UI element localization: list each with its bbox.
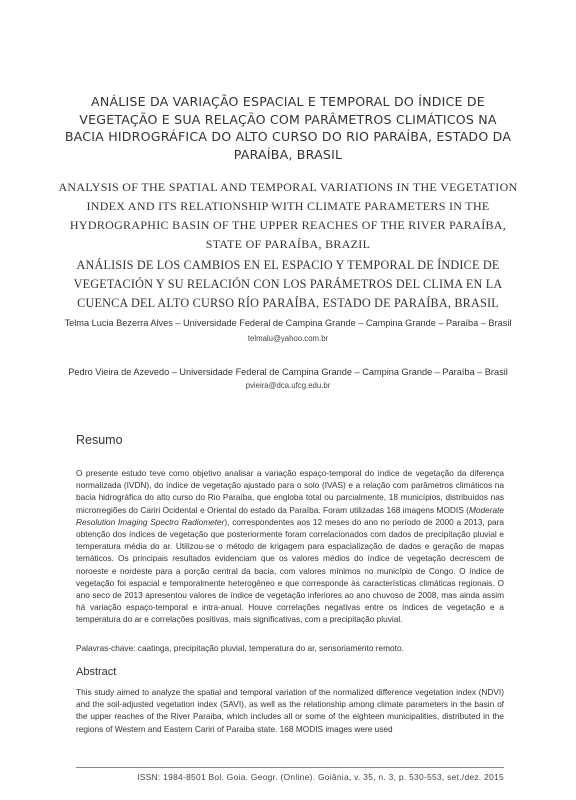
resumo-keywords: Palavras-chave: caatinga, precipitação pluvial, temperatura do ar, sensoriamento remoto. (76, 643, 404, 653)
resumo-paragraph (76, 467, 504, 626)
resumo-modis-expansion: Moderate Resolution Imaging Spectro Radiometer (76, 504, 504, 527)
title-spanish: ANÁLISIS DE LOS CAMBIOS EN EL ESPACIO Y TEMPORAL DE ÍNDICE DE VEGETACIÓN Y SU RELACIÓN CON LOS PARÁMETROS DEL CLIMA EN LA CUENCA DEL ALTO CURSO RÍO PARAÍBA, ESTADO DE PARAÍBA, BRASIL (73, 258, 503, 310)
resumo-heading: Resumo (76, 433, 123, 447)
resumo-text-part-1: O presente estudo teve como objetivo analisar a variação espaço-temporal do índice de vegetação da diferença normalizada (IVDN), do índice de vegetação ajustado para o solo (IVAS) e a relação com parâmetros climáticos na bacia hidrográfica do alto curso do Rio Paraíba, que engloba total ou parcialmente, 18 municípios, distribuídos nas microrregiões do Cariri Ocidental e Oriental do estado da Paraíba. Foram utilizadas 168 imagens MODIS ( (76, 468, 504, 515)
abstract-heading: Abstract (76, 666, 117, 678)
author-2: Pedro Vieira de Azevedo – Universidade Federal de Campina Grande – Campina Grande – Paraíba – Brasil (68, 367, 508, 377)
abstract-paragraph: This study aimed to analyze the spatial and temporal variation of the normalized difference vegetation index (NDVI) and the soil-adjusted vegetation index (SAVI), as well as the relationship among climate parameters in the basin of the upper reaches of the River Paraiba, which includes all or some of the eighteen municipalities, distributed in the regions of Western and Eastern Cariri of Paraiba state. 168 MODIS images were used (76, 687, 504, 734)
title-english: ANALYSIS OF THE SPATIAL AND TEMPORAL VARIATIONS IN THE VEGETATION INDEX AND ITS RELATIONSHIP WITH CLIMATE PARAMETERS IN THE HYDROGRAPHIC BASIN OF THE UPPER REACHES OF THE RIVER PARAÍBA, STATE OF PARAÍBA, BRAZIL (58, 180, 518, 251)
footer-citation: ISSN: 1984-8501 Bol. Goia. Geogr. (Online). Goiânia, v. 35, n. 3, p. 530-553, set./dez. 2015 (137, 772, 504, 782)
author-2-email[interactable]: pvieira@dca.ufcg.edu.br (245, 381, 331, 390)
resumo-text-part-2: ), correspondentes aos 12 meses do ano no período de 2000 a 2013, para obtenção dos índices de vegetação que posteriormente foram correlacionados com dados de precipitação pluvial e temperatura média do ar. Utilizou-se o método de krigagem para espacialização de dados e geração de mapas temáticos. Os principais resultados evidenciam que os valores médios do índice de vegetação decrescem de noroeste e nordeste para a porção central da bacia, com valores mínimos no município de Congo. O índice de vegetação foi espacial e temporalmente heterogêneo e que corresponde às características climáticas regionais. O ano seco de 2013 apresentou valores de índice de vegetação inferiores ao ano chuvoso de 2008, mas ainda assim há variação espaço-temporal e intra-anual. Houve correlações negativas entre os índices de vegetação e a temperatura do ar e correlações positivas, mais significativas, com a precipitação pluvial. (76, 516, 504, 625)
author-1-email[interactable]: telmalu@yahoo.com.br (247, 334, 329, 343)
footer-divider (76, 767, 504, 768)
title-portuguese: ANÁLISE DA VARIAÇÃO ESPACIAL E TEMPORAL DO ÍNDICE DE VEGETAÇÃO E SUA RELAÇÃO COM PARÂMETROS CLIMÁTICOS NA BACIA HIDROGRÁFICA DO ALTO CURSO DO RIO PARAÍBA, ESTADO DA PARAÍBA, BRASIL (64, 94, 512, 162)
author-1: Telma Lucia Bezerra Alves – Universidade Federal de Campina Grande – Campina Grande – Paraíba – Brasil (64, 318, 512, 328)
